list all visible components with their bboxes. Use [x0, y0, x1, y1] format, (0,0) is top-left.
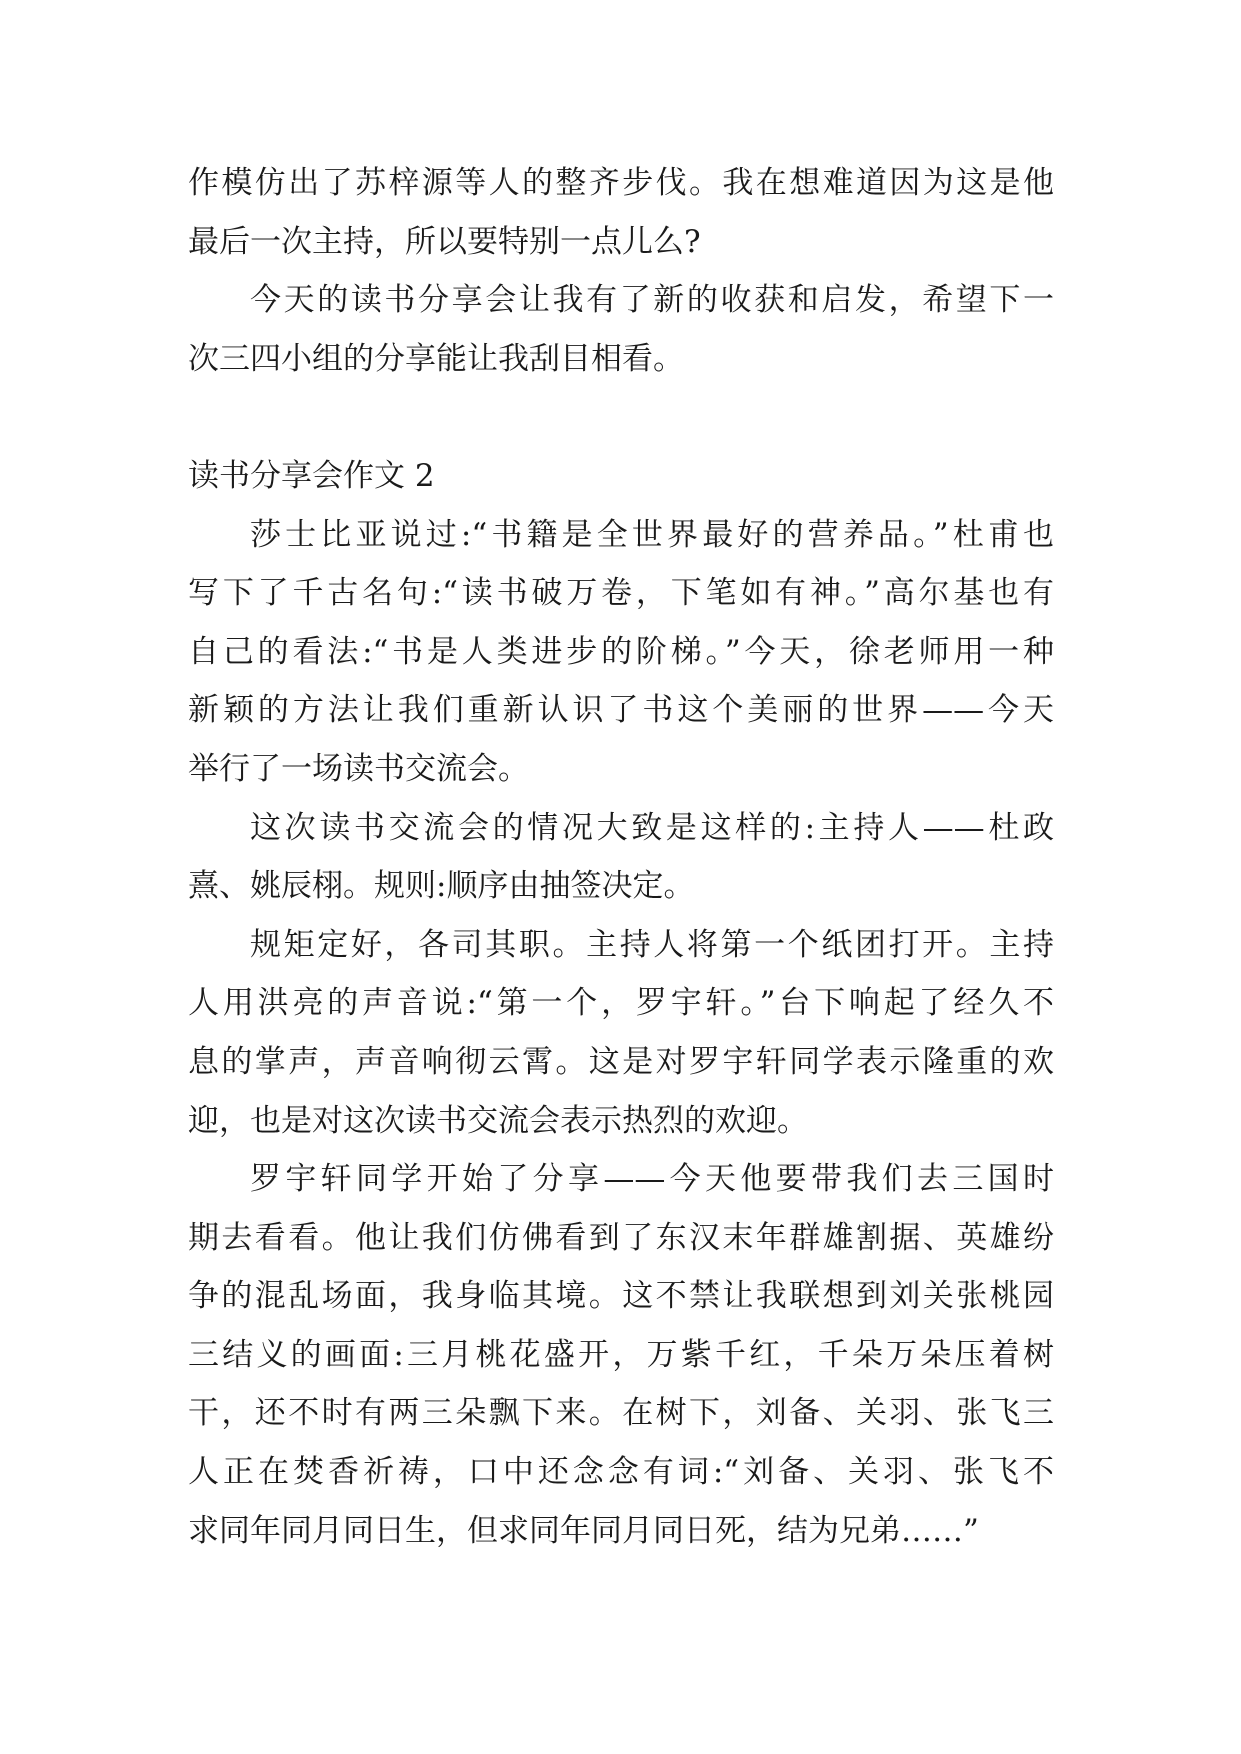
text-line: 争的混乱场面，我身临其境。这不禁让我联想到刘关张桃园: [188, 1278, 1054, 1315]
section-title: 读书分享会作文 2: [188, 457, 435, 494]
text-line: 最后一次主持，所以要特别一点儿么?: [188, 223, 701, 260]
paragraph: [188, 1150, 1054, 1560]
text-line: 人正在焚香祈祷，口中还念念有词:“刘备、关羽、张飞不: [188, 1454, 1054, 1491]
text-line: 罗宇轩同学开始了分享——今天他要带我们去三国时: [250, 1161, 1054, 1198]
spacer: [188, 388, 1054, 447]
text-line: 规矩定好，各司其职。主持人将第一个纸团打开。主持: [250, 926, 1054, 963]
text-line: 熹、姚辰栩。规则:顺序由抽签决定。: [188, 868, 695, 905]
document-body: [188, 154, 1054, 1560]
text-line: 作模仿出了苏梓源等人的整齐步伐。我在想难道因为这是他: [188, 165, 1054, 201]
text-line: 莎士比亚说过:“书籍是全世界最好的营养品。”杜甫也: [250, 516, 1054, 553]
text-line: 三结义的画面:三月桃花盛开，万紫千红，千朵万朵压着树: [188, 1336, 1054, 1373]
text-line: 息的掌声，声音响彻云霄。这是对罗宇轩同学表示隆重的欢: [188, 1043, 1054, 1080]
text-line: 人用洪亮的声音说:“第一个，罗宇轩。”台下响起了经久不: [188, 985, 1054, 1022]
text-line: 期去看看。他让我们仿佛看到了东汉末年群雄割据、英雄纷: [188, 1219, 1054, 1256]
text-line: 举行了一场读书交流会。: [188, 750, 529, 787]
paragraph: [188, 154, 1054, 271]
text-line: 求同年同月同日生，但求同年同月同日死，结为兄弟……”: [188, 1512, 979, 1549]
paragraph: [188, 271, 1054, 388]
text-line: 干，还不时有两三朵飘下来。在树下，刘备、关羽、张飞三: [188, 1395, 1054, 1432]
paragraph: [188, 916, 1054, 1150]
text-line: 新颖的方法让我们重新认识了书这个美丽的世界——今天: [188, 692, 1054, 729]
text-line: 今天的读书分享会让我有了新的收获和启发，希望下一: [250, 282, 1054, 319]
paragraph: [188, 799, 1054, 916]
paragraph: [188, 506, 1054, 799]
text-line: 迎，也是对这次读书交流会表示热烈的欢迎。: [188, 1102, 808, 1139]
text-line: 写下了千古名句:“读书破万卷，下笔如有神。”高尔基也有: [188, 575, 1054, 612]
text-line: 自己的看法:“书是人类进步的阶梯。”今天，徐老师用一种: [188, 633, 1054, 670]
text-line: 这次读书交流会的情况大致是这样的:主持人——杜政: [250, 809, 1054, 846]
text-line: 次三四小组的分享能让我刮目相看。: [188, 340, 684, 377]
